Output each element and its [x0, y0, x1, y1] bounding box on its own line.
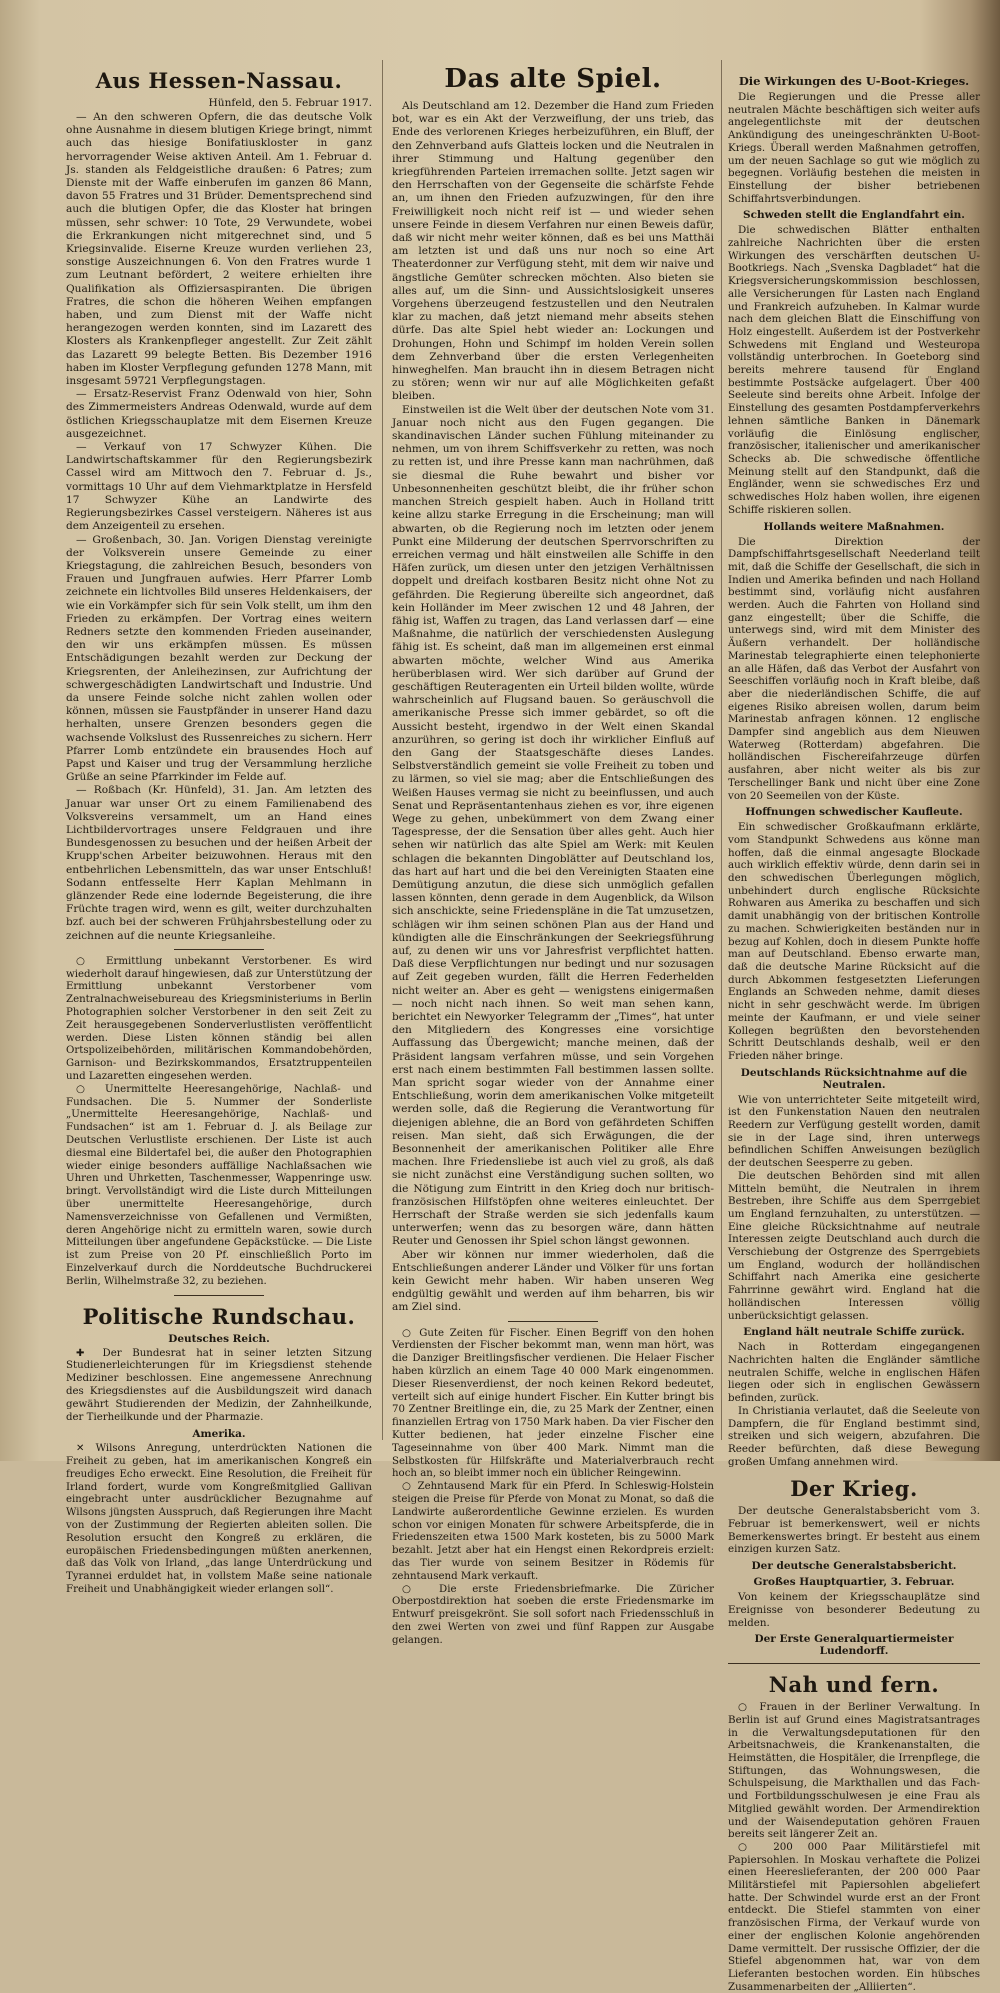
column-left	[66, 60, 372, 1596]
article-holland: Die Direktion der Dampfschiffahrtsgesellschaft Neederland teilt mit, daß die Schiffe der Gesellschaft, die sich in Indien und Amerika befinden und nach Holland bestimmt sind, vorläufig nicht ausfahren werden. Auch die Fahrten von Holland sind ganz eingestellt; über die Schiffe, die unterwegs sind, wird mit dem Minister des Äußern verhandelt. Der holländische Marinestab telegraphierte einen telephonierte an alle Häfen, daß das Verbot der Ausfahrt von Seeschiffen vorläufig noch in Kraft bleibe, daß aber die niederländischen Schiffe, die auf eigenes Risiko abreisen wollen, darum beim Marinestab anfragen können. 12 englische Dampfer sind angeblich aus dem Nieuwen Waterweg (Rotterdam) abgefahren. Die holländischen Fischereifahrzeuge dürfen ausfahren, aber nicht weiter als bis zur Terschellinger Bank und nicht über eine Zone von 20 Seemeilen von der Küste.	[728, 535, 980, 802]
article-odenwald: — Ersatz-Reservist Franz Odenwald von hier, Sohn des Zimmermeisters Andreas Odenwald, wurde auf dem östlichen Kriegsschauplatze mit dem Eisernen Kreuze ausgezeichnet.	[66, 388, 372, 440]
subheading-kaufleute: Hoffnungen schwedischer Kaufleute.	[745, 806, 963, 819]
subheading-holland: Hollands weitere Maßnahmen.	[763, 520, 945, 533]
article-frauen-berlin: ○ Frauen in der Berliner Verwaltung. In Berlin ist auf Grund eines Magistratsantrages in die Verwaltungsdeputationen für den Arbeitsnachweis, die Krankenanstalten, die Heimstätten, die Hospitäler, die Irrenpflege, die Stiftungen, das Wohnungswesen, die Schulspeisung, die Markthallen und das Fach- und Fortbildungsschulwesen je eine Frau als Mitglied gewählt worden. Der Armendirektion und der Waisendeputation gehören Frauen bereits seit längerer Zeit an.	[728, 1701, 980, 1841]
column-rule-2	[721, 60, 722, 1440]
article-rossbach: — Roßbach (Kr. Hünfeld), 31. Jan. Am letzten des Januar war unser Ort zu einem Familienabend des Volksvereins versammelt, um an Hand eines Lichtbildervortrages unsere Feldgrauen und ihre Bundesgenossen zu besuchen und der heißen Arbeit der Krupp'schen Arbeiter beizuwohnen. Heraus mit den entbehrlichen Lebensmitteln, das war unser Entschluß! Sodann entfesselte Herr Kaplan Mehlmann in glänzender Rede eine lodernde Begeisterung, die ihre Früchte tragen wird, wenn es gilt, weiter durchzuhalten bzf. auch bei der schweren Frühjahrsbestellung oder zu zeichnen auf die neunte Kriegsanleihe.	[66, 784, 372, 942]
column-right	[728, 68, 980, 1993]
article-kuehe: — Verkauf von 17 Schwyzer Kühen. Die Landwirtschaftskammer für den Regierungsbezirk Cassel wird am Mittwoch den 7. Februar d. Js., vormittags 10 Uhr auf dem Viehmarktplatze in Hersfeld 17 Schwyzer Kühe an Landwirte des Regierungsbezirkes Cassel versteigern. Näheres ist aus dem Anzeigenteil zu ersehen.	[66, 441, 372, 533]
subheading-generalstab: Der deutsche Generalstabsbericht.	[751, 1560, 957, 1573]
article-briefmarke: ○ Die erste Friedensbriefmarke. Die Züricher Oberpostdirektion hat soeben die erste Friedensmarke im Entwurf preisgekrönt. Sie soll sofort nach Friedensschluß in den zwei Werten von zwei und fünf Rappen zur Ausgabe gelangen.	[392, 1583, 714, 1646]
subheading-ruecksicht: Deutschlands Rücksichtnahme auf die Neutralen.	[740, 1066, 968, 1091]
separator	[728, 1663, 980, 1664]
column-middle	[392, 60, 715, 1646]
article-nauen: Wie von unterrichteter Seite mitgeteilt wird, ist den Funkenstation Nauen den neutralen Reedern zur Verfügung gestellt worden, damit sie in der Lage sind, ihren unterwegs befindlichen Schiffen Anweisungen bezüglich der deutschen Seesperre zu geben.	[728, 1093, 980, 1170]
article-bundesrat: ✚ Der Bundesrat hat in seiner letzten Sitzung Studienerleichterungen für im Kriegsdienst stehende Mediziner beschlossen. Eine angemessene Anrechnung des Kriegsdienstes auf die Ausbildungszeit wird danach gewährt Studierenden der Medizin, der Zahnheilkunde, der Tierheilkunde und der Pharmazie.	[66, 1347, 372, 1423]
heading-uboot: Die Wirkungen des U-Boot-Krieges.	[738, 74, 970, 88]
article-kaufleute: Ein schwedischer Großkaufmann erklärte, vom Standpunkt Schwedens aus könne man hoffen, daß die einmal angesagte Blockade auch wirklich effektiv würde, denn darin sei in den schwedischen Überlegungen möglich, unbehindert durch englische Rücksichte Rohwaren aus Amerika zu beschaffen und sich damit unabhängig von der britischen Kontrolle zu machen. Schwierigkeiten beständen nur in bezug auf Kohlen, doch in diesem Punkte hoffe man auf Deutschland. Ebenso erwarte man, daß die deutsche Marine Rücksicht auf die durch Abkommen festgesetzten Lieferungen Englands an Schweden nehme, damit dieses nicht in sehr geschwächt werde. Im übrigen meinte der Kaufmann, er und viele seiner Kollegen begrüßten den bevorstehenden Schritt Deutschlands deshalb, weil er den Frieden näher bringe.	[728, 821, 980, 1062]
heading-politische-rundschau: Politische Rundschau.	[82, 1303, 356, 1329]
article-pferd: ○ Zehntausend Mark für ein Pferd. In Schleswig-Holstein steigen die Preise für Pferde von Monat zu Monat, so daß die Landwirte außerordentliche Gewinne erzielen. Es wurden schon vor einigen Monaten für schwere Arbeitspferde, die in Friedenszeiten etwa 1500 Mark kosteten, bis zu 5000 Mark bezahlt. Jetzt aber hat ein Hengst einen Rekordpreis erzielt: das Tier wurde von seinem Besitzer in Rödemis für zehntausend Mark verkauft.	[392, 1481, 714, 1582]
article-uboot-intro: Die Regierungen und die Presse aller neutralen Mächte beschäftigen sich weiter aufs angelegentlichste mit der deutschen Ankündigung des uneingeschränkten U-Boot-Kriegs. Überall werden Maßnahmen getroffen, um der neuen Sachlage so gut wie möglich zu begegnen. Vorläufig bestehen die meisten in Einstellung der bisher betriebenen Schiffahrtsverbindungen.	[728, 91, 980, 205]
article-spiel-2: Einstweilen ist die Welt über der deutschen Note vom 31. Januar noch nicht aus den Fugen gegangen. Die skandinavischen Länder suchen Fühlung miteinander zu nehmen, um von ihrem Schiffsverkehr zu retten, was noch zu retten ist, und ihre Presse kann man nachrühmen, daß sie diesmal die Ruhe bewahrt und bisher vor Unbesonnenheiten geschützt bleibt, die ihr früher schon manchen Streich gespielt haben. Auch in Holland tritt keine allzu starke Erregung in die Erscheinung; man will abwarten, ob die Regierung noch im letzten oder jenem Punkt eine Milderung der deutschen Sperrvorschriften zu erreichen vermag und hält einstweilen alle Schiffe in den Häfen zurück, um diesen unter den jetzigen Verhältnissen doppelt und dreifach kostbaren Besitz nicht ohne Not zu gefährden. Die Regierung übereilte sich angeordnet, daß kein Holländer im Meer zwischen 12 und 48 Jahren, der fähig ist, Waffen zu tragen, das Land verlassen darf — eine Maßnahme, die natürlich der verschiedensten Auslegung fähig ist. Es scheint, daß man im allgemeinen erst einmal abwarten möchte, welcher Wind aus Amerika herüberblasen wird. Wer sich darüber auf Grund der geschäftigen Reuteragenten ein Urteil bilden wollte, würde wahrscheinlich auf Flugsand bauen. So geräuschvoll die amerikanische Presse sich immer gebärdet, so oft die Aussicht besteht, irgendwo in der Welt einen Skandal anzurühren, so gering ist doch ihr wirklicher Einfluß auf den Gang der Staatsgeschäfte dieses Landes. Selbstverständlich gemeint sie volle Freiheit zu toben und zu lärmen, so viel sie mag; aber die Entschließungen des Weißen Hauses vermag sie nicht zu beeinflussen, und auch Senat und Repräsentantenhaus ziehen es vor, ihre eigenen Wege zu gehen, unbekümmert von dem Zwang einer Tagespresse, der die Sensation über alles geht. Auch hier sehen wir natürlich das alte Spiel am Werk: mit Keulen schlagen die bekannten Dingoblätter auf Deutschland los, das hart auf hart und die bei den Vereinigten Staaten eine Demütigung anzutun, die diese sich unmöglich gefallen lassen könnten, denn gerade in dem Augenblick, da Wilson sich anschickte, seine Friedenspläne in die Tat umzusetzen, schlägen wir ihm seinen schönen Plan aus der Hand und kündigten alle die Einschränkungen der Seekriegsführung auf, zu denen wir uns vor Jahresfrist verpflichtet hatten. Daß diese Verpflichtungen nur bedingt und nur sozusagen auf Zeit gegeben wurden, fällt die Herren Federhelden nicht weiter an. Aber es geht — wenigstens einigermaßen — noch nicht nach ihnen. So weit man sehen kann, berichtet ein Newyorker Telegramm der „Times“, hat unter den Mitgliedern des Kongresses eine vorsichtige Auffassung das Übergewicht; manche meinen, daß der Präsident langsam verfahren müsse, und sein Vorgehen erst nach einem bestimmten Fall bestimmen lassen sollte. Man spricht sogar wieder von der Annahme einer Entschließung, worin dem amerikanischen Volke mitgeteilt werden solle, daß die Regierung die Verantwortung für diejenigen ablehne, die an Bord von gefährdeten Schiffen reisen. Man sieht, daß sich Erwägungen, die der Besonnenheit der amerikanischen Politiker alle Ehre machen. Ihre Friedensliebe ist auch viel zu groß, als daß sie nicht zunächst eine Verständigung suchen sollten, wo die Nötigung zum Eintritt in den Krieg doch nur britisch-französischen Hilfstöpfen ohne weiteres einleuchtet. Der Herrschaft der Straße werden sie sich jedenfalls kaum unterwerfen; wenn das zu besorgen wäre, dann hätten Reuter und Genossen ihr Spiel schon längst gewonnen.	[392, 403, 715, 1248]
separator	[508, 1321, 598, 1322]
heading-nah-und-fern: Nah und fern.	[768, 1672, 940, 1698]
article-heeresangehoerige: ○ Unermittelte Heeresangehörige, Nachlaß- und Fundsachen. Die 5. Nummer der Sonderliste „Unermittelte Heeresangehörige, Nachlaß- und Fundsachen“ ist am 1. Februar d. J. als Beilage zur Deutschen Verlustliste erschienen. Der Liste ist auch diesmal eine Bildertafel bei, die außer den Photographien wieder einige besonders auffällige Nachlaßsachen wie Uhren und Uhrketten, Taschenmesser, Wappenringe usw. bringt. Vervollständigt wird die Liste durch Mitteilungen über unermittelte Heeresangehörige, durch Namensverzeichnisse von Gefallenen und Vermißten, deren Angehörige nicht zu ermitteln waren, sowie durch Mitteilungen über angefundene Gepäckstücke. — Die Liste ist zum Preise von 20 Pf. einschließlich Porto im Einzelverkauf durch die Norddeutsche Buchdruckerei Berlin, Wilhelmstraße 32, zu beziehen.	[66, 1083, 372, 1287]
article-grossenbach: — Großenbach, 30. Jan. Vorigen Dienstag vereinigte der Volksverein unsere Gemeinde zu einer Kriegstagung, die zahlreichen Besuch, besonders von Frauen und Jungfrauen aufwies. Herr Pfarrer Lomb zeichnete ein lichtvolles Bild unseres Heldenkaisers, der wie ein Vorkämpfer sich für sein Volk stellt, um ihm den Frieden zu erkämpfen. Der Vortrag eines weitern Redners setzte den kommenden Frieden auseinander, den wir uns erkämpfen müssen. Es müssen Entschädigungen bezahlt werden zur Deckung der Kriegsrenten, der Anleihezinsen, zur Aufrichtung der schwergeschädigten Landwirtschaft und Industrie. Und da unsere Feinde solche nicht zahlen wollen oder können, müssen sie Faustpfänder in unserer Hand dazu herhalten, unsere Grenzen besonders gegen die wachsende Volkslust des Russenreiches zu sichern. Herr Pfarrer Lomb entzündete ein brausendes Hoch auf Papst und Kaiser und trug der Versammlung herzliche Grüße an seine Pfarrkinder im Felde auf.	[66, 533, 372, 784]
ludendorff-signature: Der Erste Generalquartiermeister Ludendorff.	[754, 1633, 954, 1658]
article-schweden: Die schwedischen Blätter enthalten zahlreiche Nachrichten über die ersten Wirkungen des verschärften deutschen U-Bootkriegs. Nach „Svenska Dagbladet“ hat die Kriegsversicherungskommission beschlossen, alle Versicherungen für Lasten nach England und Frankreich aufzuheben. In Kalmar wurde nach dem gleichen Blatt die Einschiffung von Holz eingestellt. Außerdem ist der Postverkehr Schwedens mit England und Westeuropa vollständig unterbrochen. In Goeteborg sind bereits mehrere tausend für England bestimmte Postsäcke aufgelagert. Über 400 Seeleute sind bereits ohne Arbeit. Infolge der Einstellung des gesamten Postdampferverkehrs lehnen sämtliche Banken in Dänemark vorläufig die Einlösung englischer, französischer, italienischer und amerikanischer Schecks ab. Die schwedische öffentliche Meinung stellt auf den Standpunkt, daß die Engländer, wenn sie schwedisches Erz und schwedisches Holz haben wollen, ihre eigenen Schiffe riskieren sollen.	[728, 224, 980, 516]
article-spiel-1: Als Deutschland am 12. Dezember die Hand zum Frieden bot, war es ein Akt der Verzweiflung, der uns trieb, das Ende des verlorenen Krieges herbeizuführen, ein Bluff, der den Zehnverband aufs Glatteis locken und die Neutralen in ihrer Stimmung und Haltung gegenüber den kriegführenden Parteien irremachen sollte. Jetzt sagen wir den Herrschaften von der Gegenseite die schärfste Fehde an, um ihnen den Frieden aufzuzwingen, für den ihre Freiwilligkeit noch nicht reif ist — und wieder sehen unsere Feinde in diesem Verfahren nur einen Beweis dafür, daß wir nicht mehr weiter können, daß es bei uns Matthäi am letzten ist und daß uns nur noch so eine Art Theaterdonner zur Verfügung steht, mit dem wir naive und ängstliche Gemüter schrecken möchten. Also bieten sie alles auf, um die Sinn- und Aussichtslosigkeit unseres Vorgehens überzeugend festzustellen und den Neutralen klar zu machen, daß jetzt niemand mehr abseits stehen dürfe. Das alte Spiel hebt wieder an: Lockungen und Drohungen, Hohn und Schimpf im holden Verein sollen dem Zehnverband über die ersten Verlegenheiten hinweghelfen. Man braucht ihn in diesem Betragen nicht zu stören; wenn wir nur auf alle Möglichkeiten gefaßt bleiben.	[392, 100, 714, 403]
article-rotterdam: Nach in Rotterdam eingegangenen Nachrichten halten die Engländer sämtliche neutralen Schiffe, welche in englischen Häfen liegen oder sich in englischen Gewässern befinden, zurück.	[728, 1341, 980, 1405]
heading-hessen-nassau: Aus Hessen-Nassau.	[95, 68, 343, 93]
separator	[174, 949, 264, 950]
column-rule-1	[382, 60, 383, 1440]
article-verstorbene: ○ Ermittlung unbekannt Verstorbener. Es wird wiederholt darauf hingewiesen, daß zur Unterstützung der Ermittlung unbekannt Verstorbener vom Zentralnachweisebureau des Kriegsministeriums in Berlin Photographien solcher Verstorbener in den seit Zeit zu Zeit herausgegebenen Sonderverlustlisten veröffentlicht werden. Diese Listen können ständig bei allen Ortspolizeibehörden, militärischen Kommandobehörden, Garnison- und Bezirkskommandos, Ersatztruppenteilen und Lazaretten eingesehen werden.	[66, 955, 372, 1082]
heading-der-krieg: Der Krieg.	[790, 1476, 918, 1502]
hauptquartier-line: Großes Hauptquartier, 3. Februar.	[753, 1576, 955, 1589]
article-behoerden: Die deutschen Behörden sind mit allen Mitteln bemüht, die Neutralen in ihrem Bestreben, ihre Schiffe aus dem Sperrgebiet um England fernzuhalten, zu unterstützen. — Eine gleiche Rücksichtnahme auf neutrale Interessen zeigte Deutschland auch durch die Verschiebung der Ostgrenze des Sperrgebiets um England, wodurch der holländischen Schiffahrt nach Amerika eine gesicherte Fahrrinne gewährt wird. England hat die holländischen Interessen völlig unberücksichtigt gelassen.	[728, 1169, 980, 1322]
dateline: Hünfeld, den 5. Februar 1917.	[208, 97, 372, 109]
subheading-deutsches-reich: Deutsches Reich.	[168, 1332, 270, 1345]
article-spiel-3: Aber wir können nur immer wiederholen, daß die Entschließungen anderer Länder und Völker für uns fortan kein Gewicht mehr haben. Wir haben unseren Weg endgültig gewählt und werden auf ihm beharren, bis wir am Ziel sind.	[392, 1248, 714, 1314]
article-generalstab-intro: Der deutsche Generalstabsbericht vom 3. Februar ist bemerkenswert, weil er nichts Bemerkenswertes bringt. Er besteht aus einem einzigen kurzen Satz.	[728, 1505, 980, 1556]
heading-das-alte-spiel: Das alte Spiel.	[444, 64, 662, 94]
subheading-schweden: Schweden stellt die Englandfahrt ein.	[743, 209, 965, 222]
article-christiania: In Christiania verlautet, daß die Seeleute von Dampfern, die für England bestimmt sind, streiken und sich weigern, abzufahren. Die Reeder befürchten, daß diese Bewegung großen Umfang annehmen wird.	[728, 1404, 980, 1468]
article-fischer: ○ Gute Zeiten für Fischer. Einen Begriff von den hohen Verdiensten der Fischer bekommt man, wenn man hört, was die Danziger Breitlingsfischer verdienen. Die Helaer Fischer haben kürzlich an einem Tage 40 000 Mark eingenommen. Dieser Riesenverdienst, der noch keinen Rekord bedeutet, verteilt sich auf einige hundert Fischer. Ein Kutter bringt bis 70 Zentner Breitlinge ein, die, zu 25 Mark der Zentner, einen finanziellen Ertrag von 1750 Mark haben. Da vier Fischer den Kutter bedienen, hat jeder einzelne Fischer eine Tageseinnahme von über 400 Mark. Nimmt man die Selbstkosten für Hilfskräfte und Materialverbrauch recht hoch an, so bleibt immer noch ein üblicher Reingewinn.	[392, 1327, 714, 1480]
separator	[174, 1295, 264, 1296]
article-bonifatiuskloster: — An den schweren Opfern, die das deutsche Volk ohne Ausnahme in diesem blutigen Kriege bringt, nimmt auch das hiesige Bonifatiuskloster in ganz hervorragender Weise aktiven Anteil. Am 1. Februar d. Js. standen als Feldgeistliche draußen: 6 Patres; zum Dienste mit der Waffe einberufen im ganzen 86 Mann, davon 55 Fratres und 31 Brüder. Dementsprechend sind auch die blutigen Opfer, die das Kloster hat bringen müssen, sehr schwer: 10 Tote, 29 Verwundete, wobei die Erkrankungen nicht mitgerechnet sind, und 5 Kriegsinvalide. Eiserne Kreuze wurden verliehen 23, sonstige Auszeichnungen 6. Von den Fratres wurde 1 zum Leutnant befördert, 2 weitere erhielten ihre Qualifikation als Offiziersaspiranten. Die übrigen Fratres, die schon die höheren Weihen empfangen haben, und zum Dienst mit der Waffe nicht herangezogen werden konnten, sind im Lazarett des Klosters als Krankenpfleger angestellt. Zur Zeit zählt das Lazarett 99 belegte Betten. Bis Dezember 1916 haben im Kloster Verpflegung gefunden 1278 Mann, mit insgesamt 59721 Verpflegungstagen.	[66, 111, 372, 388]
subheading-england-zurueck: England hält neutrale Schiffe zurück.	[743, 1326, 965, 1339]
article-generalstab: Von keinem der Kriegsschauplätze sind Ereignisse von besonderer Bedeutung zu melden.	[728, 1591, 980, 1629]
article-militaerstiefel: ○ 200 000 Paar Militärstiefel mit Papiersohlen. In Moskau verhaftete die Polizei einen Heereslieferanten, der 200 000 Paar Militärstiefel mit Papiersohlen abgeliefert hatte. Der Schwindel wurde erst an der Front entdeckt. Die Stiefel stammten von einer französischen Firma, der Verkauf wurde von einer der englischen Kolonie angehörenden Dame vermittelt. Der russische Offizier, der die Stiefel abgenommen hat, war von dem Lieferanten bestochen worden. Ein hübsches Zusammenarbeiten der „Alliierten“.	[728, 1840, 980, 1993]
subheading-amerika: Amerika.	[192, 1428, 246, 1441]
article-wilson: ✕ Wilsons Anregung, unterdrückten Nationen die Freiheit zu geben, hat im amerikanischen Kongreß ein freudiges Echo erweckt. Eine Resolution, die Freiheit für Irland fordert, wurde vom Kongreßmitglied Gallivan eingebracht unter ausdrücklicher Bezugnahme auf Wilsons jüngsten Ausspruch, daß Regierungen ihre Macht von der Zustimmung der Regierten ableiten sollen. Die Resolution ersucht den Kongreß zu erklären, die europäischen Friedensbedingungen müßten anerkennen, daß das Volk von Irland, „das lange Unterdrückung und Tyrannei erduldet hat, in vollstem Maße seine nationale Freiheit und Unabhängigkeit wieder erlangen soll“.	[66, 1443, 372, 1596]
